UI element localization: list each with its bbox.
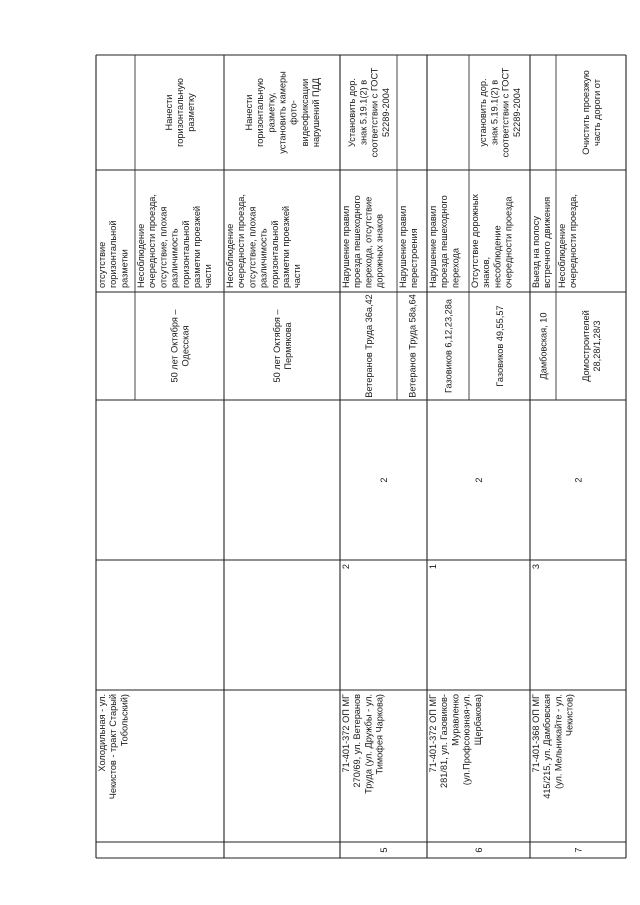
road-name-line: 71-401-372 ОП МГ [341,694,351,773]
violation [531,197,552,288]
row-number [474,847,484,852]
road-length [531,564,541,569]
measure-line: нарушений ПДД [311,77,322,148]
measure-line: фото- [288,100,299,125]
measure-line: Очистить проезжую [580,70,591,155]
measure-line: 52289-2004 [380,87,391,138]
measure-line: разметку, [266,92,277,133]
violation-line: проезда пешеходного [439,195,450,288]
road-continuation-line: Тобольский) [119,694,130,747]
violation-line: очередности проезда, [236,193,247,288]
violation-line: очередности проезда, [568,194,579,288]
violation-line: Нарушение правил [341,205,351,288]
road-name-line: Тимофея Чаркова) [374,694,385,775]
problem-count-line: 2 [379,477,389,483]
violation-continuation-line: горизонтальной [108,220,119,288]
row-number-line: 5 [379,847,389,853]
violation-line: разметки проезжей [192,205,202,288]
row-number-line: 7 [573,847,584,853]
violation-line: Нарушение правил [398,205,408,288]
violation [225,194,302,288]
location-line: 28,28/1,28/3 [592,320,603,372]
measure-line: Нанести [243,94,254,131]
road-name-line: 281/81, ул. Газовиков- [439,694,450,788]
problem-count [574,477,584,482]
violation-continuation [97,221,129,288]
road-name [341,694,385,794]
measure-line: 52289-2004 [511,87,522,138]
violation-line: горизонтальной [269,220,280,288]
violation [341,195,385,288]
row-number-line: 6 [474,847,484,853]
location-line: Газовиков 49,55,57 [495,305,505,387]
location [169,309,190,383]
violation-line: знаков, [481,256,492,288]
violation-line: встречного движения [542,196,553,288]
violation-line: проезда пешеходного [352,195,363,288]
road-name [531,694,575,799]
violation-line: дорожных знаков [374,213,385,288]
location [444,298,454,393]
road-name-line: Чекистов) [564,694,575,737]
row-number [574,847,584,852]
violation-line: отсутствие, плохая [158,206,169,288]
location [364,294,374,398]
violation-line: очередности проезда, [147,194,158,288]
row-number [379,847,389,852]
measure-line: видеофиксации [299,78,310,147]
road-name-line: 270/69, ул. Ветеранов [352,694,363,788]
measure-line: Установить дор. [347,78,358,147]
problem-count-line: 2 [573,477,584,483]
road-length-line: 3 [531,564,541,570]
problem-count [474,477,484,482]
location [539,313,549,380]
measure [581,70,602,155]
problem-count [379,477,389,482]
location-line: Пермякова [283,322,294,370]
violation-line: перехода, отсутствие [363,196,374,288]
location-line: Одесская [180,325,191,367]
location-line: Ветеранов Труда 36а,42 [364,294,374,398]
location-line: Дамбовская, 10 [538,312,549,380]
measure-line: соответствии с ГОСТ [369,67,380,158]
road-name-line: Муравленко [450,694,461,746]
road-name-line: 415/215, ул. Дамбовская [542,694,553,799]
measure-line: знак 5.19.1(2) в [358,79,369,146]
measure [478,67,522,157]
violation-continuation-line: разметки [119,249,130,288]
road-name-line: 71-401-368 ОП МГ [531,694,541,773]
violation-line: Выезд на полосу [531,216,541,288]
location-line: 50 лет Октября – [169,309,180,383]
violation-line: части [203,264,214,288]
location-line: Ветеранов Труда 58а,64 [407,294,418,398]
measure [164,78,196,147]
location-line: 50 лет Октября – [271,309,282,383]
location-line: Газовиков 6,12,23,28а [443,299,454,393]
road-length [428,564,438,569]
violation-line: Нарушение правил [428,205,438,288]
road-name-line: (ул.Профсоюзная-ул. [461,694,472,786]
measure [347,67,391,157]
road-name [428,694,483,788]
measure-line: установить камеры [277,71,288,154]
road-continuation [97,694,129,799]
road-name-line: Труда (ул. Дружбы - ул. [363,694,374,794]
violation-line: различимость [169,228,180,288]
location [272,309,293,383]
measure-line: горизонтальную [175,78,185,147]
violation [428,195,460,288]
violation-line: разметки проезжей [281,205,291,288]
measure-line: разметку [186,93,197,132]
location [495,305,505,386]
road-length-line: 1 [428,564,438,570]
road-continuation-line: Холодильная - ул. [97,694,107,772]
violation-line: различимость [258,228,269,288]
measure-line: горизонтальную [255,78,266,147]
violation-line: части [292,264,303,288]
violation-continuation-line: отсутствие [97,241,107,288]
road-length [341,564,351,569]
violation-line: Несоблюдение [557,223,567,288]
measure [244,71,321,154]
road-name-line: 71-401-372 ОП МГ [428,694,438,773]
violation-line: Несоблюдение [136,223,146,288]
measure-line: установить дор. [478,78,489,147]
violation [136,194,213,288]
road-length-line: 2 [341,564,351,570]
location [581,310,602,382]
problem-count-line: 2 [474,477,484,483]
road-continuation-line: Чекистов - тракт Старый [108,694,119,800]
violation-line: Отсутствие дорожных [470,193,480,288]
measure-line: знак 5.19.1(2) в [489,79,500,146]
location [408,294,418,398]
measure-line: соответствии с ГОСТ [500,67,511,158]
violation-line: перестроения [409,228,420,288]
violation-line: Несоблюдение [225,223,235,288]
violation-line: перехода [450,248,461,288]
location-line: Домостроителей [580,310,591,382]
violation [557,194,578,288]
violation [470,194,514,288]
road-name-line: (ул. Мельникайте - ул. [553,694,564,789]
measure-line: часть дороги от [592,79,603,146]
violation [398,206,419,288]
violation-line: несоблюдение [492,225,503,288]
violation-line: отсутствие, плохая [247,206,258,288]
violation-line: очередности проезда [503,196,514,288]
violation-line: горизонтальной [180,220,191,288]
road-name-line: Щербакова) [472,694,483,746]
measure-line: Нанести [163,94,174,131]
